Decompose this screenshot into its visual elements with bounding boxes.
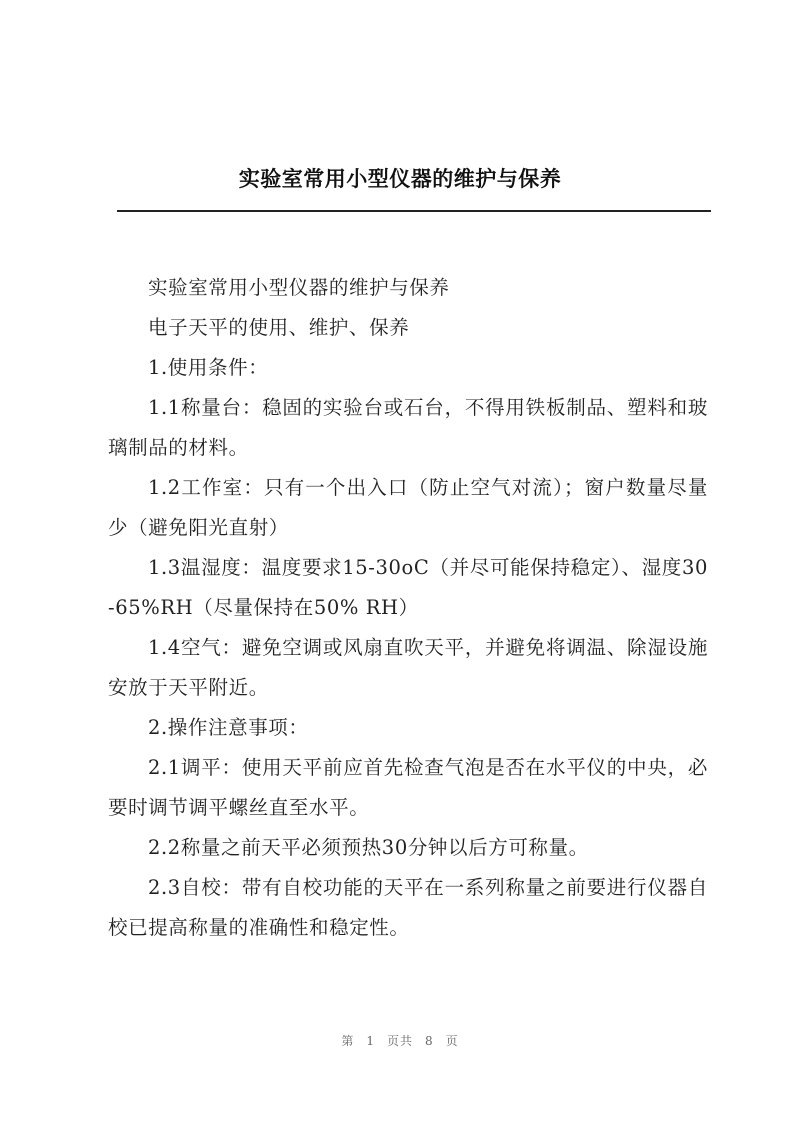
paragraph-section-2: 2.操作注意事项：	[148, 716, 309, 739]
footer-prefix: 第	[341, 1034, 355, 1048]
paragraph-item-2-1: 2.1调平：使用天平前应首先检查气泡是否在水平仪的中央，必要时调节调平螺丝直至水平。	[108, 756, 708, 819]
document-title: 实验室常用小型仪器的维护与保养	[238, 167, 562, 191]
paragraph-item-1-2: 1.2工作室：只有一个出入口（防止空气对流）；窗户数量尽量少（避免阳光直射）	[108, 476, 708, 539]
document-body	[108, 268, 708, 948]
paragraph-section-1: 1.使用条件：	[148, 356, 269, 379]
paragraph-item-2-2: 2.2称量之前天平必须预热30分钟以后方可称量。	[148, 836, 589, 859]
page-footer	[0, 1032, 800, 1050]
paragraph-heading: 实验室常用小型仪器的维护与保养	[148, 276, 450, 299]
paragraph-item-2-3: 2.3自校：带有自校功能的天平在一系列称量之前要进行仪器自校已提高称量的准确性和稳定性。	[108, 876, 708, 939]
paragraph-subheading: 电子天平的使用、维护、保养	[148, 316, 410, 339]
footer-current-page: 1	[366, 1034, 375, 1048]
footer-suffix: 页	[445, 1034, 459, 1048]
footer-middle: 页共	[386, 1034, 413, 1048]
title-underline-divider	[117, 210, 711, 212]
paragraph-item-1-1: 1.1称量台：稳固的实验台或石台，不得用铁板制品、塑料和玻璃制品的材料。	[108, 396, 708, 459]
paragraph-item-1-3: 1.3温湿度：温度要求15-30oC（并尽可能保持稳定）、湿度30-65%RH（尽量保持在50% RH）	[108, 556, 708, 619]
paragraph-item-1-4: 1.4空气：避免空调或风扇直吹天平，并避免将调温、除湿设施安放于天平附近。	[108, 636, 708, 699]
footer-total-pages: 8	[425, 1034, 434, 1048]
